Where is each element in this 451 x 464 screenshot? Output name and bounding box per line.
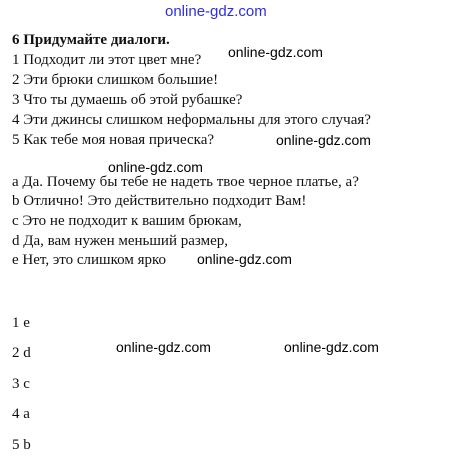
- answer-line: 4 a: [12, 406, 30, 422]
- question-line: 4 Эти джинсы слишком неформальны для этого случая?: [12, 112, 371, 128]
- watermark: online-gdz.com: [116, 339, 211, 355]
- question-line: 2 Эти брюки слишком большие!: [12, 72, 219, 88]
- watermark: online-gdz.com: [276, 132, 371, 148]
- answer-line: 1 e: [12, 315, 30, 331]
- question-line: 3 Что ты думаешь об этой рубашке?: [12, 92, 243, 108]
- option-line: a Да. Почему бы тебе не надеть твое черное платье, а?: [12, 174, 359, 190]
- option-line: b Отлично! Это действительно подходит Вам!: [12, 193, 307, 209]
- question-line: 1 Подходит ли этот цвет мне?: [12, 52, 202, 68]
- answer-line: 2 d: [12, 345, 31, 361]
- watermark: online-gdz.com: [228, 44, 323, 60]
- watermark: online-gdz.com: [284, 339, 379, 355]
- watermark: online-gdz.com: [108, 159, 203, 175]
- question-line: 5 Как тебе моя новая прическа?: [12, 132, 215, 148]
- option-line: e Нет, это слишком ярко: [12, 252, 166, 268]
- exercise-title: 6 Придумайте диалоги.: [12, 32, 170, 48]
- watermark: online-gdz.com: [197, 251, 292, 267]
- answer-line: 5 b: [12, 437, 31, 453]
- watermark-top: online-gdz.com: [165, 3, 267, 20]
- option-line: c Это не подходит к вашим брюкам,: [12, 213, 242, 229]
- option-line: d Да, вам нужен меньший размер,: [12, 233, 228, 249]
- answer-line: 3 c: [12, 376, 30, 392]
